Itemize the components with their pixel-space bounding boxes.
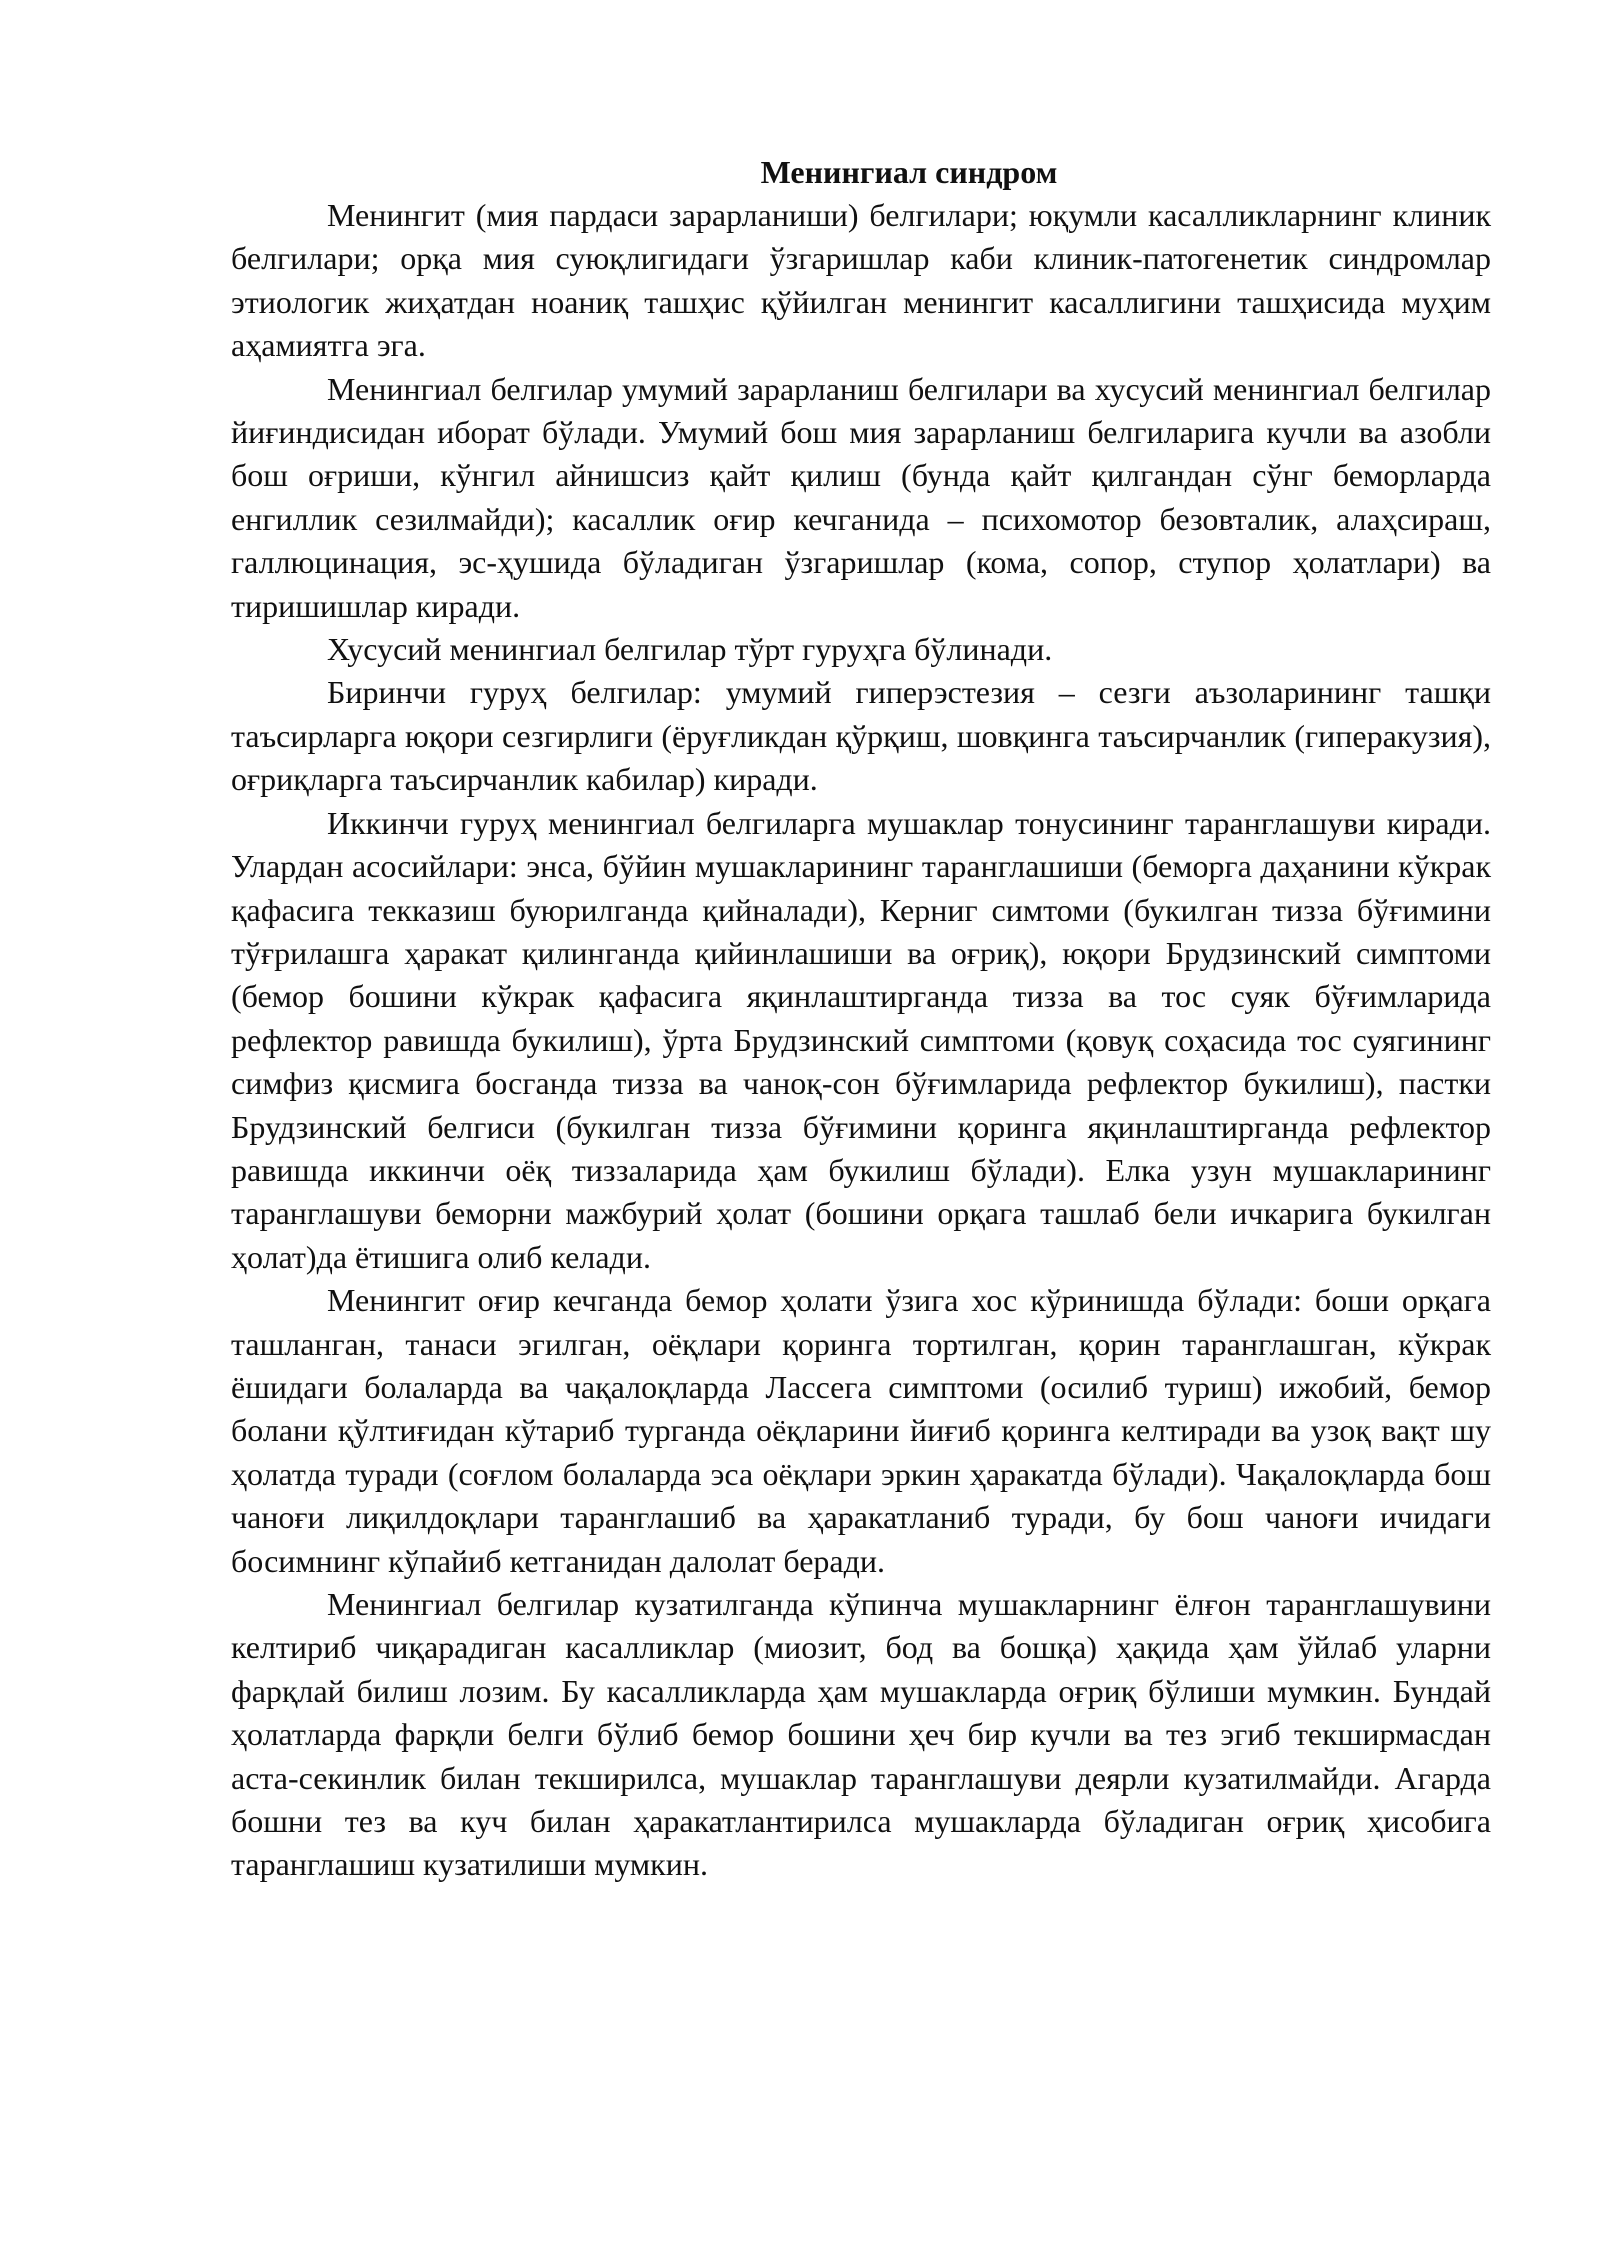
document-title: Менингиал синдром <box>760 154 1058 190</box>
paragraph-specific-groups: Хусусий менингиал белгилар тўрт гуруҳга бўлинади. <box>327 631 1053 668</box>
document-body <box>231 150 1491 1887</box>
paragraph-second-group: Иккинчи гуруҳ менингиал белгиларга мушаклар тонусининг таранглашуви киради. Улардан асосийлари: энса, бўйин мушакларининг таранглашиши (беморга даҳанини кўкрак қафасига текказиш буюрилганда қийналади), Керниг симтоми (букилган тизза бўғимини тўғрилашга ҳаракат қилинганда қийинлашиши ва оғриқ), юқори Брудзинский симптоми (бемор бошини кўкрак қафасига яқинлаштирганда тизза ва тос суяк бўғимларида рефлектор равишда букилиш), ўрта Брудзинский симптоми (қовуқ соҳасида тос суягининг симфиз қисмига босганда тизза ва чаноқ-сон бўғимларида рефлектор букилиш), пастки Брудзинский белгиси (букилган тизза бўғимини қоринга яқинлаштирганда рефлектор равишда иккинчи оёқ тиззаларида ҳам букилиш бўлади). Елка узун мушакларининг таранглашуви беморни мажбурий ҳолат (бошини орқага ташлаб бели ичкарига букилган ҳолат)да ётишига олиб келади. <box>231 804 1491 1275</box>
paragraph-meningitis-intro: Менингит (мия пардаси зарарланиши) белгилари; юқумли касалликларнинг клиник белгилари; орқа мия суюқлигидаги ўзгаришлар каби клиник-патогенетик синдромлар этиологик жиҳатдан ноаниқ ташҳис қўйилган менингит касаллигини ташҳисида муҳим аҳамиятга эга. <box>231 197 1491 364</box>
paragraph-general-signs: Менингиал белгилар умумий зарарланиш белгилари ва хусусий менингиал белгилар йиғиндисидан иборат бўлади. Умумий бош мия зарарланиш белгиларига кучли ва азобли бош оғриши, кўнгил айнишсиз қайт қилиш (бунда қайт қилгандан сўнг беморларда енгиллик сезилмайди); касаллик оғир кечганида – психомотор безовталик, алаҳсираш, галлюцинация, эс-ҳушида бўладиган ўзгаришлар (кома, сопор, ступор ҳолатлари) ва тиришишлар киради. <box>231 370 1491 624</box>
paragraph-differential: Менингиал белгилар кузатилганда кўпинча мушакларнинг ёлғон таранглашувини келтириб чиқарадиган касалликлар (миозит, бод ва бошқа) ҳақида ҳам ўйлаб уларни фарқлай билиш лозим. Бу касалликларда ҳам мушакларда оғриқ бўлиши мумкин. Бундай ҳолатларда фарқли белги бўлиб бемор бошини ҳеч бир кучли ва тез эгиб текширмасдан аста-секинлик билан текширилса, мушаклар таранглашуви деярли кузатилмайди. Агарда бошни тез ва куч билан ҳаракатлантирилса мушакларда бўладиган оғриқ ҳисобига таранглашиш кузатилиши мумкин. <box>231 1586 1491 1883</box>
paragraph-first-group: Биринчи гуруҳ белгилар: умумий гиперэстезия – сезги аъзоларининг ташқи таъсирларга юқори сезгирлиги (ёруғликдан қўрқиш, шовқинга таъсирчанлик (гиперакузия), оғриқларга таъсирчанлик кабилар) киради. <box>231 674 1491 798</box>
paragraph-severe-course: Менингит оғир кечганда бемор ҳолати ўзига хос кўринишда бўлади: боши орқага ташланган, танаси эгилган, оёқлари қоринга тортилган, қорин таранглашган, кўкрак ёшидаги болаларда ва чақалоқларда Лассега симптоми (осилиб туриш) ижобий, бемор болани қўлтиғидан кўтариб турганда оёқларини йиғиб қоринга келтиради ва узоқ вақт шу ҳолатда туради (соғлом болаларда эса оёқлари эркин ҳаракатда бўлади). Чақалоқларда бош чаноғи лиқилдоқлари таранглашиб ва ҳаракатланиб туради, бу бош чаноғи ичидаги босимнинг кўпайиб кетганидан далолат беради. <box>231 1282 1491 1579</box>
